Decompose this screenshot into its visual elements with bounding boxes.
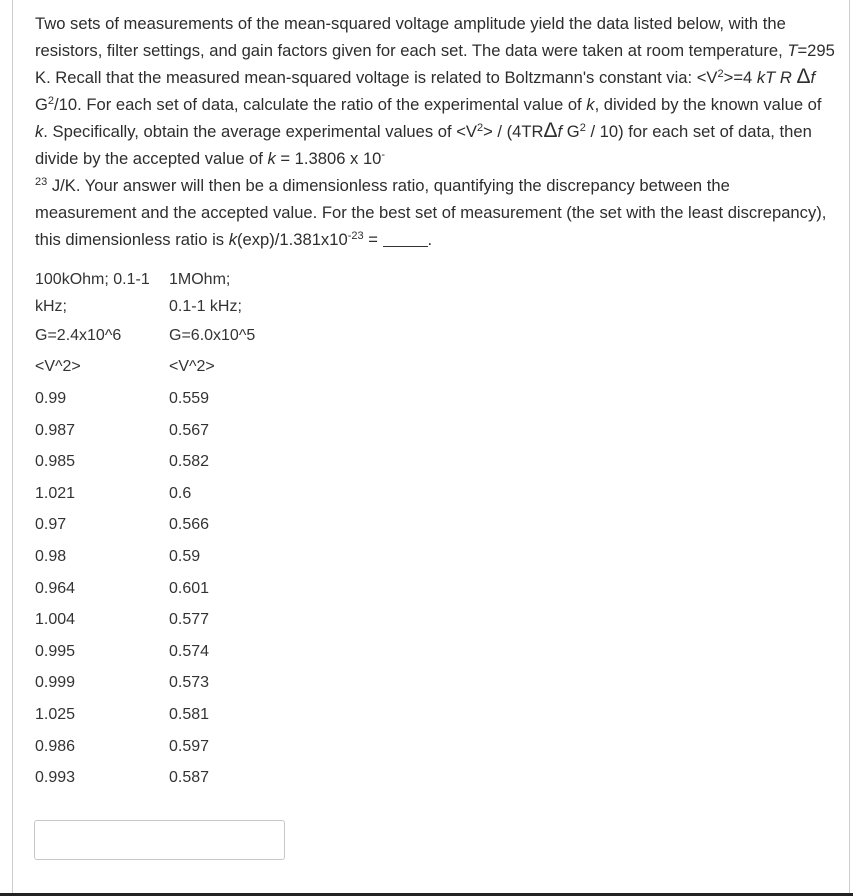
table-header-row xyxy=(31,266,259,320)
table-row xyxy=(31,510,259,542)
set2-value: 0.574 xyxy=(169,642,210,660)
set2-value: 0.582 xyxy=(169,453,210,471)
set2-gain: G=6.0x10^5 xyxy=(169,326,256,344)
table-row xyxy=(31,731,259,763)
set1-value: 1.025 xyxy=(35,705,76,723)
table-row xyxy=(31,604,259,636)
set2-value: 0.566 xyxy=(169,516,210,534)
set1-value: 0.987 xyxy=(35,421,76,439)
set2-value: 0.581 xyxy=(169,705,210,723)
set1-value: 1.004 xyxy=(35,611,76,629)
set2-value: 0.567 xyxy=(169,421,210,439)
set2-value: 0.587 xyxy=(169,769,210,787)
data-table xyxy=(31,266,259,794)
set1-gain: G=2.4x10^6 xyxy=(35,326,122,344)
table-row xyxy=(31,668,259,700)
set1-value: 0.964 xyxy=(35,579,76,597)
set2-value: 0.573 xyxy=(169,674,210,692)
set1-value: 0.97 xyxy=(35,516,67,534)
table-unit-row xyxy=(31,352,259,384)
set2-value: 0.6 xyxy=(169,484,192,502)
set1-unit: <V^2> xyxy=(35,358,81,376)
answer-input[interactable] xyxy=(34,820,285,860)
set1-header: 100kOhm; 0.1-1 kHz; xyxy=(35,271,150,315)
table-row xyxy=(31,478,259,510)
question-text: Two sets of measurements of the mean-squared voltage amplitude yield the data listed below, with the resistors, filter settings, and gain factors given for each set. The data were taken at room temperature, T=295 K. Recall that the measured mean-squared voltage is related to Boltzmann's constant via: $<V^2>=4$ kT R Δf $G^2/10$. For each set of data, calculate the ratio of the experimental value of k, divided by the known value of k. Specifically, obtain the average experimental values of $<V^2> / (4TR\Delta f$ $G^2 / 10$) for each set of data, then divide by the accepted value of k = 1.3806 x 10- $^{23}$ J/K. Your answer will then be a dimensionless ratio, quantifying the discrepancy between the measurement and the accepted value. For the best set of measurement (the set with the least discrepancy), this dimensionless ratio is $k(\exp)/1.381x10^{-23}$ = . xyxy=(35,14,835,249)
table-row xyxy=(31,636,259,668)
set1-value: 0.993 xyxy=(35,769,76,787)
set1-value: 0.985 xyxy=(35,453,76,471)
set1-value: 0.986 xyxy=(35,737,76,755)
set2-header: 1MOhm; 0.1-1 kHz; xyxy=(169,271,242,315)
set1-value: 0.999 xyxy=(35,674,76,692)
table-row xyxy=(31,415,259,447)
set2-value: 0.59 xyxy=(169,547,201,565)
set2-value: 0.601 xyxy=(169,579,210,597)
set2-value: 0.559 xyxy=(169,389,210,407)
set1-value: 1.021 xyxy=(35,484,76,502)
set2-value: 0.577 xyxy=(169,611,210,629)
set1-value: 0.98 xyxy=(35,547,67,565)
inline-answer-blank xyxy=(383,232,428,247)
table-row xyxy=(31,446,259,478)
set2-unit: <V^2> xyxy=(169,358,215,376)
set1-value: 0.995 xyxy=(35,642,76,660)
set1-value: 0.99 xyxy=(35,389,67,407)
table-row xyxy=(31,573,259,605)
table-row xyxy=(31,541,259,573)
table-gain-row xyxy=(31,320,259,352)
table-row xyxy=(31,699,259,731)
table-row xyxy=(31,762,259,794)
table-row xyxy=(31,383,259,415)
set2-value: 0.597 xyxy=(169,737,210,755)
